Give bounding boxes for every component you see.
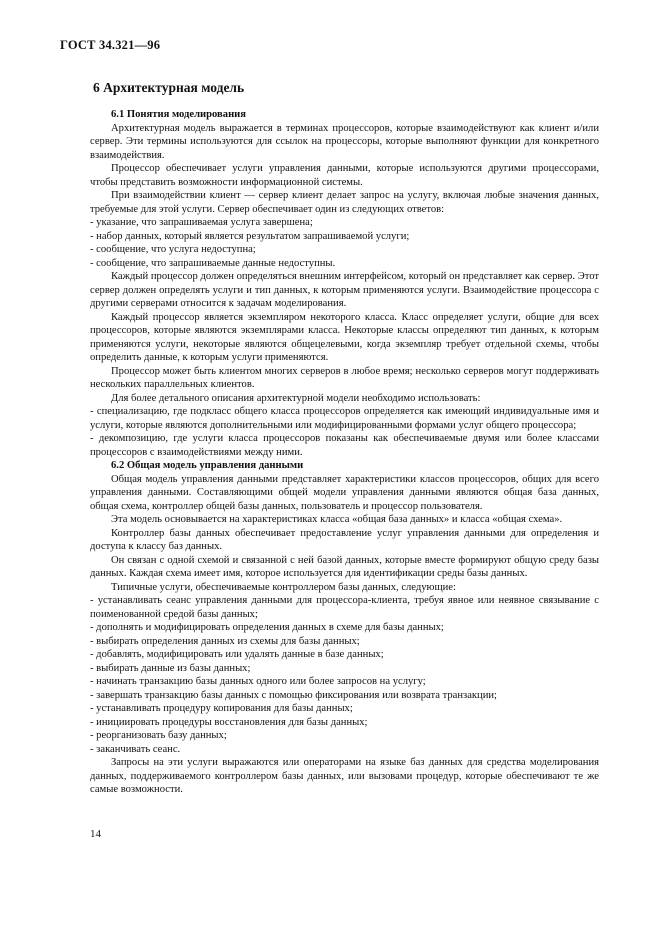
list-item: - инициировать процедуры восстановления для базы данных; [90, 716, 368, 728]
paragraph: Эта модель основывается на характеристиках класса «общая база данных» и класса «общая схема». [111, 514, 563, 525]
paragraph: Он связан с одной схемой и связанной с ней базой данных, которые вместе формируют общую среду базы данных. Каждая схема имеет имя, которое используется для идентификации среды базы данных. [90, 554, 599, 579]
paragraph: Типичные услуги, обеспечиваемые контроллером базы данных, следующие: [111, 581, 456, 593]
page-number: 14 [90, 828, 101, 840]
list-item: - сообщение, что запрашиваемые данные недоступны. [90, 257, 336, 269]
subsection-heading: 6.2 Общая модель управления данными [111, 460, 304, 471]
paragraph: Каждый процессор является экземпляром некоторого класса. Класс определяет услуги, общие для всех процессоров, которые являются экземплярами класса. Некоторые классы определяют тип данных, к которым применяются услуги, некоторые являются общецелевыми, когда экземпляр требует отдельной схемы, чтобы определить данные, к которым услуги применяются. [90, 311, 599, 363]
list-item: - сообщение, что услуга недоступна; [90, 244, 256, 255]
paragraph: Процессор может быть клиентом многих серверов в любое время; несколько серверов могут поддерживать нескольких параллельных клиентов. [90, 365, 599, 390]
paragraph: Каждый процессор должен определяться внешним интерфейсом, который он представляет как сервер. Этот сервер должен определять услуги и тип данных, к которым применяются услуги. Взаимодействие процессора с другими серверами относится к задачам моделирования. [90, 271, 599, 309]
list-item: - дополнять и модифицировать определения данных в схеме для базы данных; [90, 622, 444, 633]
list-item: - завершать транзакцию базы данных с помощью фиксирования или возврата транзакции; [90, 689, 498, 701]
paragraph: Запросы на эти услуги выражаются или операторами на языке баз данных для средства моделирования данных, поддерживаемого контроллером базы данных, или вызовами процедур, которые обеспечивают те же самые возможности. [90, 757, 599, 795]
list-item: - начинать транзакцию базы данных одного или более запросов на услугу; [90, 676, 426, 687]
list-item: - реорганизовать базу данных; [90, 730, 227, 741]
paragraph: Архитектурная модель выражается в терминах процессоров, которые взаимодействуют как клиент и/или сервер. Эти термины используются для ссылок на процессоры, которые выполняют функции для конкретного взаимодействия. [90, 122, 599, 161]
paragraph: Для более детального описания архитектурной модели необходимо использовать: [111, 392, 481, 404]
list-item: - выбирать определения данных из схемы для базы данных; [90, 635, 360, 647]
standard-code-header: ГОСТ 34.321—96 [60, 38, 161, 52]
subsection-heading: 6.1 Понятия моделирования [111, 109, 247, 120]
list-item: - указание, что запрашиваемая услуга завершена; [90, 217, 313, 228]
list-item: - добавлять, модифицировать или удалять данные в базе данных; [90, 649, 384, 660]
paragraph: Общая модель управления данными представляет характеристики классов процессоров, общих для всего управления данными. Составляющими общей модели управления данными являются общая база данных, общая схема, контроллер общей базы данных, пользователь и процессор пользователя. [90, 473, 599, 512]
list-item: - специализацию, где подкласс общего класса процессоров определяется как имеющий индивидуальные имя и услуги, которые являются дополнительными или модифицированными формами услуг общего процессора; [90, 406, 599, 431]
paragraph: При взаимодействии клиент — сервер клиент делает запрос на услугу, включая любые значения данных, требуемые для этой услуги. Сервер обеспечивает один из следующих ответов: [90, 190, 599, 215]
list-item: - декомпозицию, где услуги класса процессоров показаны как обеспечиваемые двумя или более классами процессоров с взаимодействиями между ними. [90, 433, 599, 458]
paragraph: Контроллер базы данных обеспечивает предоставление услуг управления данными для определения и доступа к классу баз данных. [90, 527, 599, 552]
document-body [90, 80, 599, 797]
paragraph: Процессор обеспечивает услуги управления данными, которые используются другими процессорами, чтобы представить возможности информационной системы. [90, 163, 599, 188]
list-item: - устанавливать процедуру копирования для базы данных; [90, 703, 353, 714]
list-item: - выбирать данные из базы данных; [90, 662, 251, 674]
list-item: - заканчивать сеанс. [90, 743, 181, 755]
list-item: - устанавливать сеанс управления данными для процессора-клиента, требуя явное или неявное связывание с поименованной средой базы данных; [90, 595, 599, 620]
list-item: - набор данных, который является результатом запрашиваемой услуги; [90, 230, 410, 242]
section-heading: 6 Архитектурная модель [93, 80, 245, 95]
